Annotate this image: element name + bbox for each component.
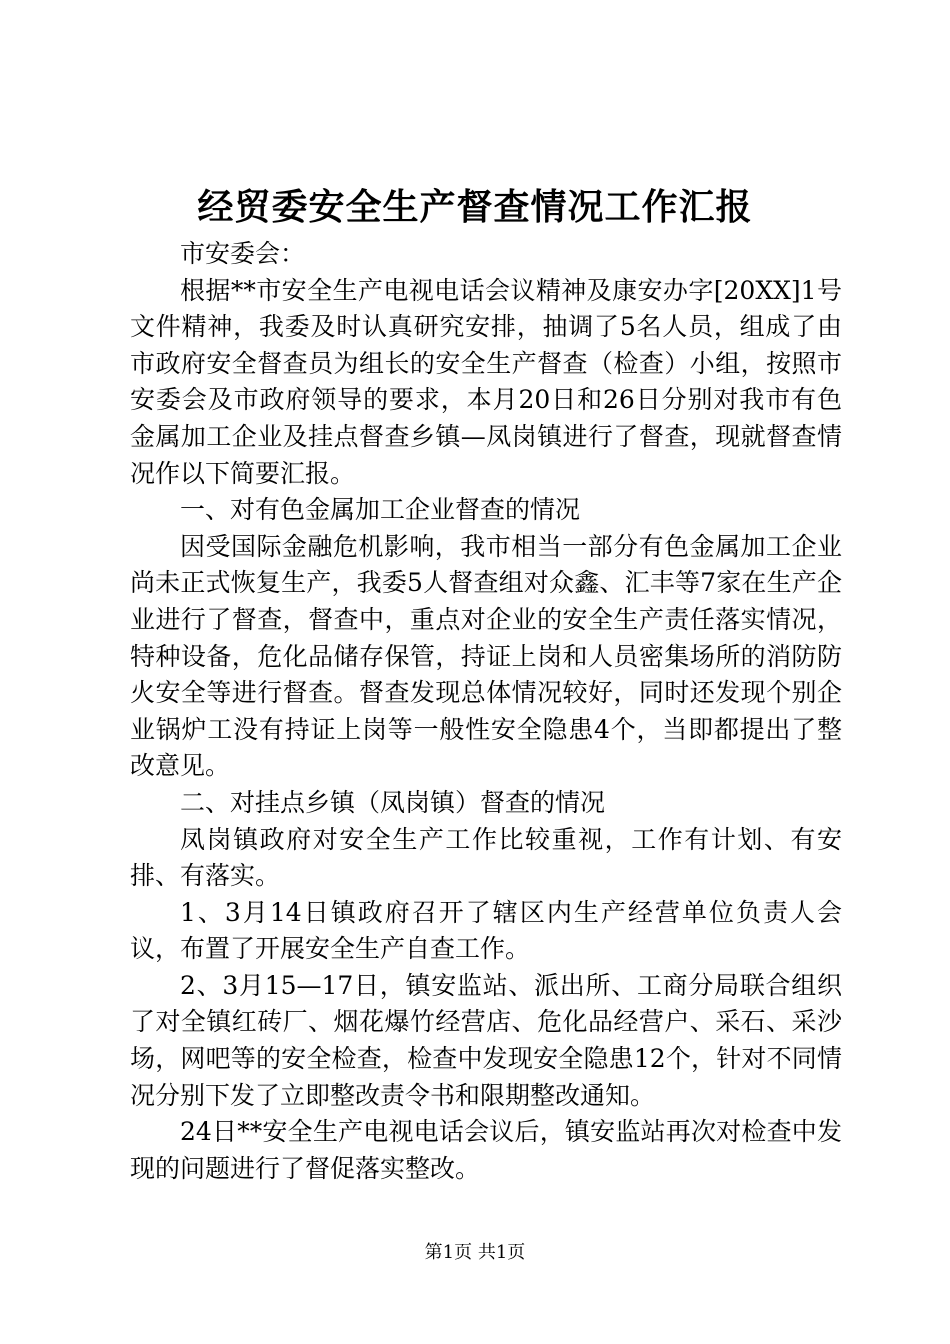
section-1-paragraph: 因受国际金融危机影响，我市相当一部分有色金属加工企业尚未正式恢复生产，我委5人督查组对众鑫、汇丰等7家在生产企业进行了督查，督查中，重点对企业的安全生产责任落实情况，特种设备，危化品储存保管，持证上岗和人员密集场所的消防防火安全等进行督查。督查发现总体情况较好，同时还发现个别企业锅炉工没有持证上岗等一般性安全隐患4个，当即都提出了整改意见。 <box>130 531 842 781</box>
section-heading-2: 二、对挂点乡镇（凤岗镇）督查的情况 <box>180 787 606 817</box>
list-item-2: 2、3月15—17日，镇安监站、派出所、工商分局联合组织了对全镇红砖厂、烟花爆竹经营店、危化品经营户、采石、采沙场，网吧等的安全检查，检查中发现安全隐患12个，针对不同情况分别下发了立即整改责令书和限期整改通知。 <box>130 970 842 1110</box>
page-footer: 第1页 共1页 <box>424 1242 526 1263</box>
closing-paragraph: 24日**安全生产电视电话会议后，镇安监站再次对检查中发现的问题进行了督促落实整改。 <box>130 1117 842 1183</box>
intro-paragraph: 根据**市安全生产电视电话会议精神及康安办字[20XX]1号文件精神，我委及时认真研究安排，抽调了5名人员，组成了由市政府安全督查员为组长的安全生产督查（检查）小组，按照市安委会及市政府领导的要求，本月20日和26日分别对我市有色金属加工企业及挂点督查乡镇—凤岗镇进行了督查，现就督查情况作以下简要汇报。 <box>130 275 842 488</box>
list-item-1: 1、3月14日镇政府召开了辖区内生产经营单位负责人会议，布置了开展安全生产自查工作。 <box>130 897 842 964</box>
document-body <box>130 236 842 1187</box>
section-heading-1: 一、对有色金属加工企业督查的情况 <box>180 495 581 525</box>
document-title: 经贸委安全生产督查情况工作汇报 <box>197 186 753 228</box>
salutation: 市安委会： <box>180 239 306 268</box>
section-2-paragraph: 凤岗镇政府对安全生产工作比较重视，工作有计划、有安排、有落实。 <box>130 824 842 891</box>
